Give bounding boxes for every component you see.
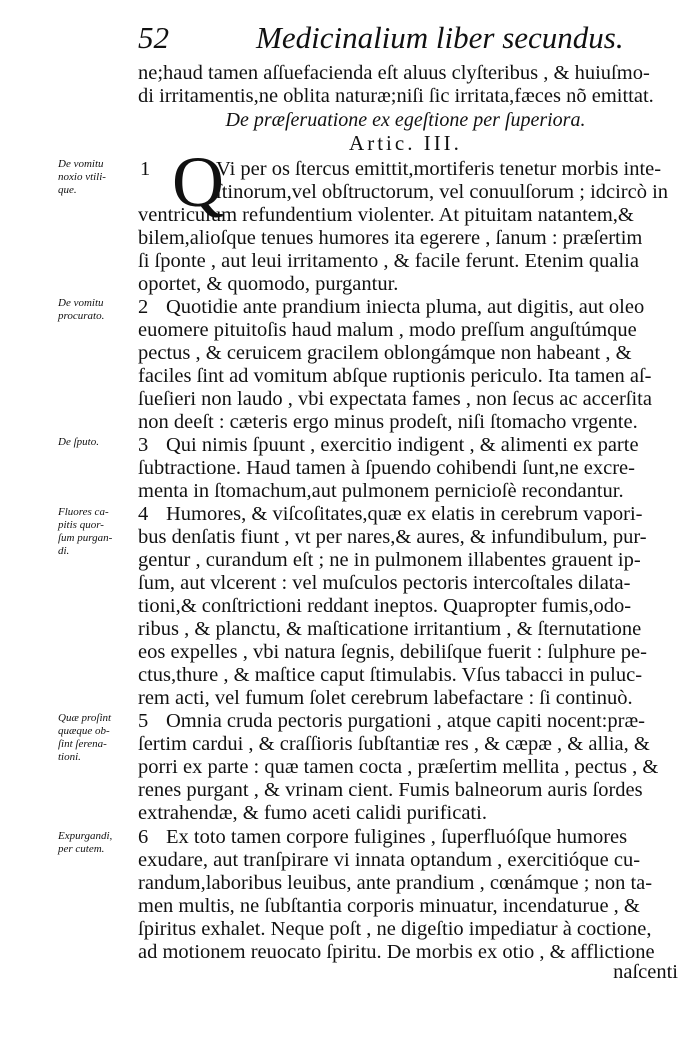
text-line: renes purgant , & vrinam cient. Fumis balneorum auris ſordes (138, 779, 643, 801)
text-line: ſum, aut vlcerent : vel muſculos pectoris intercoſtales dilata- (138, 572, 631, 594)
paragraph-number: 4 (138, 503, 149, 525)
text-line (138, 826, 673, 848)
text-line (138, 434, 673, 456)
text-line: faciles ſint ad vomitum abſque ruptionis periculo. Ita tamen aſ- (138, 365, 652, 387)
text-line: ctus,thure , & maſtice caput ſtimulabis. Vſus tabacci in puluc- (138, 664, 643, 686)
text-line: extrahendæ, & fumo aceti calidi purificati. (138, 802, 487, 824)
text-line: di irritamentis,ne oblita naturæ;niſi ſic irritata,fæces nõ emittat. (138, 85, 654, 107)
text-line: ribus , & planctu, & maſticatione irritantium , & ſternutatione (138, 618, 642, 640)
text-line-content: Qui nimis ſpuunt , exercitio indigent , & alimenti ex parte (166, 434, 639, 456)
text-line: ſertim cardui , & craſſioris ſubſtantiæ res , & cæpæ , & allia, & (138, 733, 650, 755)
margin-note (58, 297, 136, 323)
text-line-content: Humores, & viſcoſitates,quæ ex elatis in cerebrum vapori- (166, 503, 643, 525)
text-line (138, 296, 673, 318)
margin-note-line: Fluores ca- (58, 506, 109, 518)
margin-note-line: que. (58, 184, 77, 196)
margin-note-line: ſum purgan- (58, 532, 113, 544)
page-number: 52 (138, 20, 169, 55)
text-line: ſueſieri non laudo , vbi expectata fames , non ſecus ac accerſita (138, 388, 652, 410)
catchword: naſcenti (613, 961, 678, 983)
running-title: Medicinalium liber secundus. (256, 20, 624, 55)
margin-note-line: ſint ſerena- (58, 738, 107, 750)
text-line: pectus , & ceruicem gracilem oblongámque non habeant , & (138, 342, 632, 364)
text-line: menta in ſtomachum,aut pulmonem pernicioſè recondantur. (138, 480, 624, 502)
margin-note-line: procurato. (58, 310, 105, 322)
text-line: euomere pituitoſis haud malum , modo preſſum anguſtúmque (138, 319, 637, 341)
paragraph-number: 1 (140, 158, 151, 180)
text-line: tioni,& conſtrictioni reddant ineptos. Quapropter fumis,odo- (138, 595, 632, 617)
paragraph-number: 3 (138, 434, 149, 456)
text-line: bus denſatis fiunt , vt per nares,& aures, & infundibulum, pur- (138, 526, 647, 548)
text-line: exudare, aut tranſpirare vi innata optandum , exercitióque cu- (138, 849, 641, 871)
paragraph-number: 2 (138, 296, 149, 318)
text-line-content: Omnia cruda pectoris purgationi , atque capiti nocent:præ- (166, 710, 645, 732)
text-line: non deeſt : cæteris ergo minus prodeſt, niſi ſtomacho vrgente. (138, 411, 638, 433)
text-line: porri ex parte : quæ tamen cocta , præſertim mellita , pectus , & (138, 756, 659, 778)
margin-note (58, 436, 136, 449)
text-line: gentur , curandum eſt ; ne in pulmonem illabentes grauent ip- (138, 549, 641, 571)
margin-note-line: Expurgandi, (58, 830, 113, 842)
margin-note-line: De ſputo. (58, 436, 99, 448)
margin-note-line: tioni. (58, 751, 81, 763)
text-line: ſpiritus exhalet. Neque poſt , ne digeſtio impediatur à coctione, (138, 918, 652, 940)
margin-note-line: pitis quor- (58, 519, 104, 531)
margin-note-line: De vomitu (58, 297, 104, 309)
margin-note (58, 158, 136, 197)
text-line: ad motionem reuocato ſpiritu. De morbis ex otio , & afflictione (138, 941, 655, 963)
text-line: ne;haud tamen aſſuefacienda eſt aluus clyſteribus , & huiuſmo- (138, 62, 650, 84)
margin-note-line: Quæ proſint (58, 712, 112, 724)
text-line-content: Ex toto tamen corpore fuligines , ſuperfluóſque humores (166, 826, 628, 848)
text-line: ſi ſponte , aut leui irritamento , & facile ferunt. Etenim qualia (138, 250, 639, 272)
margin-note-line: De vomitu (58, 158, 104, 170)
margin-note-line: per cutem. (58, 843, 105, 855)
text-line: ventriculum refundentium violenter. At pituitam natantem,& (138, 204, 634, 226)
text-line: oportet, & quomodo, purgantur. (138, 273, 399, 295)
margin-note (58, 506, 136, 558)
text-line: rem acti, vel fumum ſolet cerebrum labefactare : ſi continuò. (138, 687, 633, 709)
margin-note-line: quæque ob- (58, 725, 110, 737)
text-line-content: Quotidie ante prandium iniecta pluma, aut digitis, aut oleo (166, 296, 645, 318)
text-line (138, 503, 673, 525)
paragraph-number: 6 (138, 826, 149, 848)
text-line: bilem,alioſque tenues humores ita egerere , ſanum : præſertim (138, 227, 643, 249)
text-line: men multis, ne ſubſtantia corporis minuatur, incendaturue , & (138, 895, 640, 917)
text-line: ſtinorum,vel obſtructorum, vel conuulſorum ; idcircò in (216, 181, 669, 203)
margin-note-line: noxio vtili- (58, 171, 106, 183)
text-line: Vi per os ſtercus emittit,mortiferis tenetur morbis inte- (216, 158, 662, 180)
margin-note-line: di. (58, 545, 70, 557)
text-line: eos expelles , vbi natura ſegnis, debiliſque fuerit : ſulphure pe- (138, 641, 647, 663)
paragraph-number: 5 (138, 710, 149, 732)
article-label: Artic. III. (349, 131, 462, 155)
text-line (138, 710, 673, 732)
drop-cap: Q (172, 142, 224, 222)
text-line: ſubtractione. Haud tamen à ſpuendo cohibendi ſunt,ne excre- (138, 457, 635, 479)
margin-note (58, 830, 136, 856)
text-line: randum,laboribus leuibus, ante prandium , cœnámque ; non ta- (138, 872, 653, 894)
margin-note (58, 712, 136, 764)
running-head (138, 20, 624, 56)
section-heading: De præſeruatione ex egeſtione per ſuperiora. (225, 109, 586, 131)
